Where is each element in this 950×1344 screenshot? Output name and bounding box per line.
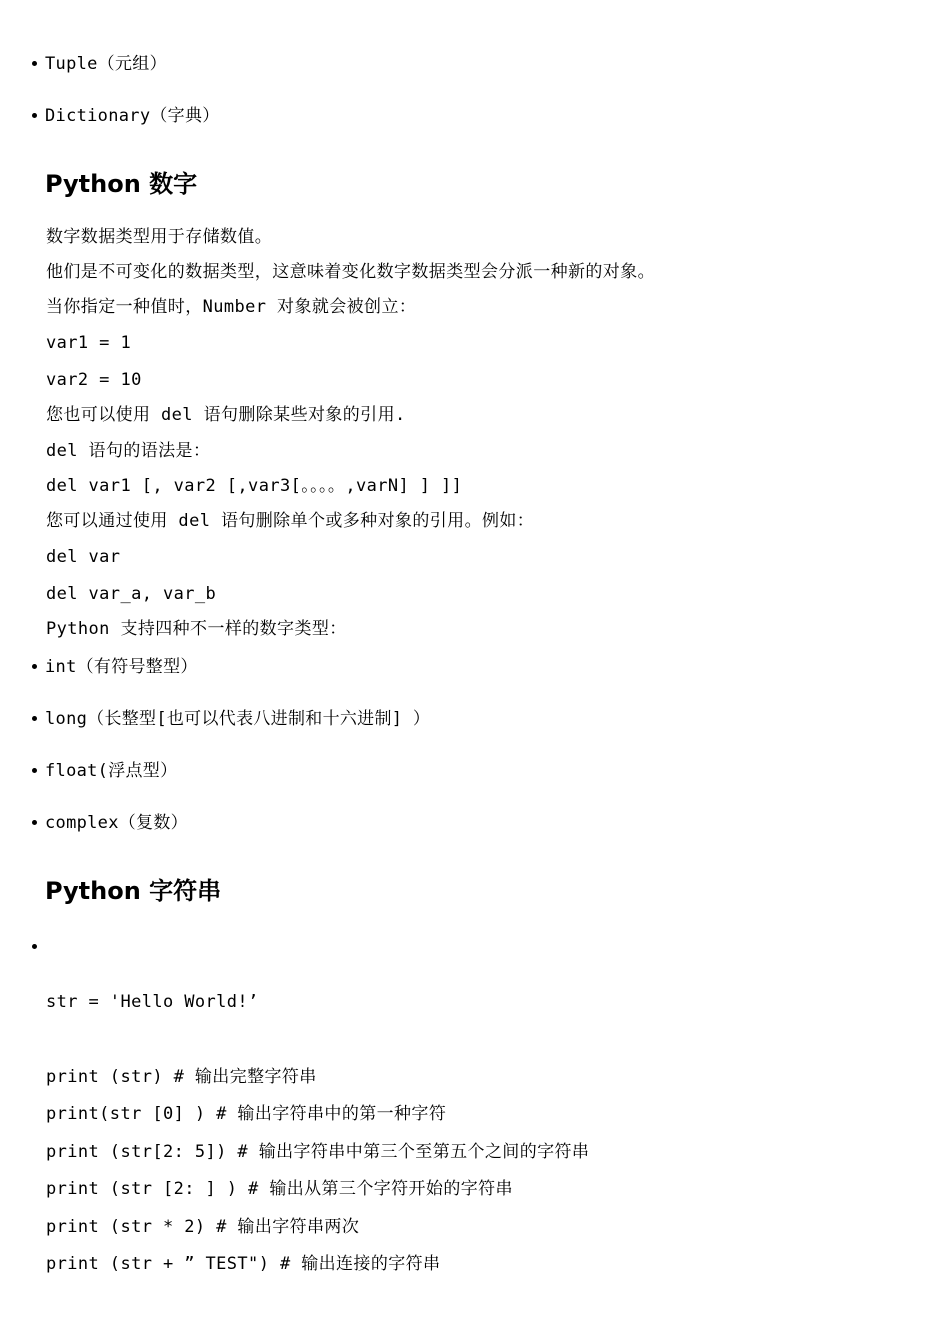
code-line: del var_a, var_b (46, 584, 217, 604)
paragraph-line: 您可以通过使用 del 语句删除单个或多种对象的引用。例如： (46, 511, 535, 531)
bullet-icon (32, 113, 37, 118)
code-line: var1 = 1 (46, 333, 132, 353)
list-item-empty (32, 936, 45, 958)
list-item-dictionary (32, 105, 220, 127)
list-item-int (32, 656, 198, 678)
bullet-icon (32, 820, 37, 825)
list-item-long (32, 708, 430, 730)
bullet-icon (32, 768, 37, 773)
bullet-icon (32, 944, 37, 949)
list-item-text: int（有符号整型） (45, 657, 198, 677)
list-item-float (32, 760, 177, 782)
paragraph-line: 您也可以使用 del 语句删除某些对象的引用. (46, 405, 406, 425)
list-item-text: float(浮点型） (45, 761, 178, 781)
paragraph-line: 数字数据类型用于存储数值。 (46, 227, 273, 247)
code-line: str = 'Hello World!’ (46, 992, 259, 1012)
code-line: print (str + ” TEST") # 输出连接的字符串 (46, 1254, 441, 1274)
paragraph-line: Python 支持四种不一样的数字类型： (46, 619, 347, 639)
bullet-icon (32, 664, 37, 669)
section-heading-numbers: Python 数字 (45, 170, 198, 198)
list-item-text: complex（复数） (45, 813, 188, 833)
bullet-icon (32, 61, 37, 66)
paragraph-line: 当你指定一种值时，Number 对象就会被创立： (46, 297, 417, 317)
code-line: print (str [2: ] ) # 输出从第三个字符开始的字符串 (46, 1179, 513, 1199)
list-item-text: Dictionary（字典） (45, 106, 220, 126)
list-item-text: long（长整型[也可以代表八进制和十六进制] ） (45, 709, 431, 729)
list-item-complex (32, 812, 188, 834)
section-heading-strings: Python 字符串 (45, 877, 222, 905)
paragraph-line: 他们是不可变化的数据类型，这意味着变化数字数据类型会分派一种新的对象。 (46, 262, 655, 282)
list-item-tuple (32, 53, 167, 75)
code-line: print (str[2: 5]) # 输出字符串中第三个至第五个之间的字符串 (46, 1142, 590, 1162)
code-line: print(str [0] ) # 输出字符串中的第一种字符 (46, 1104, 447, 1124)
code-line: del var (46, 547, 121, 567)
list-item-text: Tuple（元组） (45, 54, 167, 74)
code-line: var2 = 10 (46, 370, 142, 390)
code-line: del var1 [, var2 [,var3[。。。。,varN] ] ]] (46, 476, 463, 496)
bullet-icon (32, 716, 37, 721)
code-line: print (str) # 输出完整字符串 (46, 1067, 317, 1087)
code-line: print (str * 2) # 输出字符串两次 (46, 1217, 360, 1237)
paragraph-line: del 语句的语法是： (46, 441, 211, 461)
